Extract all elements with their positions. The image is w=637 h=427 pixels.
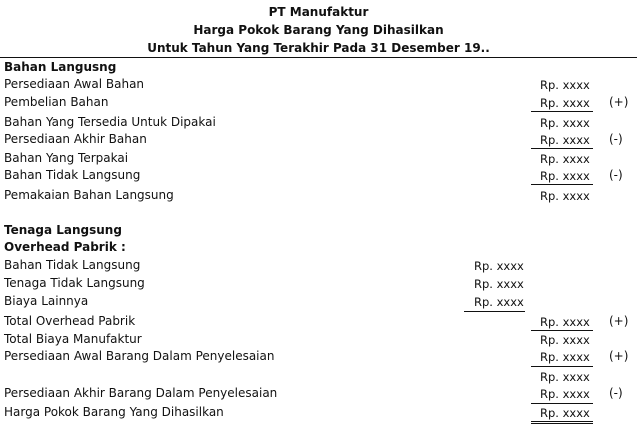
- report-period: Untuk Tahun Yang Terakhir Pada 31 Desember 19..: [147, 41, 490, 55]
- amount-value: Rp. xxxx: [540, 189, 590, 203]
- amount-value: Rp. xxxx: [540, 333, 590, 347]
- statement-row-label: Pemakaian Bahan Langsung: [4, 188, 174, 202]
- subtotal-line: [464, 311, 525, 312]
- operator-sign: (+): [609, 95, 629, 109]
- amount-value: Rp. xxxx: [540, 370, 590, 384]
- amount-value: Rp. xxxx: [540, 387, 590, 401]
- amount-value: Rp. xxxx: [474, 295, 524, 309]
- amount-value: Rp. xxxx: [474, 277, 524, 291]
- amount-value: Rp. xxxx: [540, 350, 590, 364]
- statement-row-label: Persediaan Awal Bahan: [4, 77, 145, 91]
- report-title: Harga Pokok Barang Yang Dihasilkan: [193, 23, 444, 37]
- amount-value: Rp. xxxx: [540, 169, 590, 183]
- operator-sign: (+): [609, 349, 629, 363]
- grand-total-double-line: [531, 421, 593, 424]
- statement-row-label: Total Biaya Manufaktur: [4, 332, 142, 346]
- statement-row-label: Biaya Lainnya: [4, 294, 89, 308]
- subtotal-line: [531, 148, 593, 149]
- subtotal-line: [531, 366, 593, 367]
- operator-sign: (-): [609, 132, 623, 146]
- operator-sign: (-): [609, 168, 623, 182]
- amount-value: Rp. xxxx: [540, 116, 590, 130]
- amount-value: Rp. xxxx: [540, 152, 590, 166]
- statement-row-label: Bahan Tidak Langsung: [4, 258, 141, 272]
- amount-value: Rp. xxxx: [540, 406, 590, 420]
- direct-labor-heading: Tenaga Langsung: [4, 223, 122, 237]
- amount-value: Rp. xxxx: [540, 78, 590, 92]
- operator-sign: (+): [609, 314, 629, 328]
- amount-value: Rp. xxxx: [474, 259, 524, 273]
- statement-row-label: Persediaan Awal Barang Dalam Penyelesaian: [4, 349, 275, 363]
- amount-value: Rp. xxxx: [540, 96, 590, 110]
- subtotal-line: [531, 330, 593, 331]
- company-name: PT Manufaktur: [268, 5, 369, 19]
- statement-row-label: Pembelian Bahan: [4, 95, 109, 109]
- statement-row-label: Persediaan Akhir Barang Dalam Penyelesaian: [4, 386, 278, 400]
- amount-value: Rp. xxxx: [540, 133, 590, 147]
- operator-sign: (-): [609, 386, 623, 400]
- header-divider: [0, 57, 637, 58]
- statement-row-label: Bahan Tidak Langsung: [4, 168, 141, 182]
- amount-value: Rp. xxxx: [540, 315, 590, 329]
- statement-row-label: Tenaga Tidak Langsung: [4, 276, 145, 290]
- subtotal-line: [531, 403, 593, 404]
- subtotal-line: [531, 184, 593, 185]
- statement-row-label: Bahan Yang Terpakai: [4, 151, 129, 165]
- statement-row-label: Persediaan Akhir Bahan: [4, 132, 147, 146]
- direct-materials-heading: Bahan Langusng: [4, 60, 117, 74]
- statement-row-label: Bahan Yang Tersedia Untuk Dipakai: [4, 115, 216, 129]
- factory-overhead-heading: Overhead Pabrik :: [4, 240, 126, 254]
- statement-row-label: Total Overhead Pabrik: [4, 314, 136, 328]
- subtotal-line: [531, 111, 593, 112]
- statement-row-label: Harga Pokok Barang Yang Dihasilkan: [4, 405, 224, 419]
